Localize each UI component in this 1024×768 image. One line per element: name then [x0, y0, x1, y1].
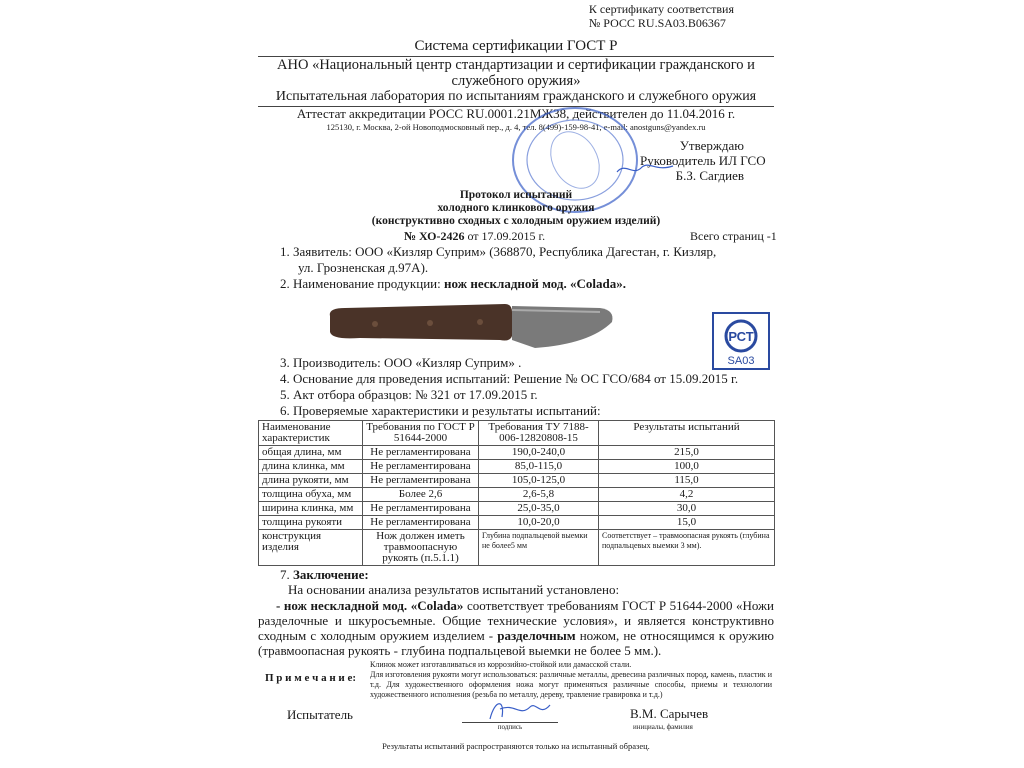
conclusion-product: - нож нескладной мод. «Colada»: [276, 598, 464, 613]
protocol-title: [258, 189, 774, 228]
conclusion-body: соответствует требованиям ГОСТ Р 51644-2000 «Ножи разделочные и шкуросъемные. Общие технические условия», и является конструктивно сходным с холодным оружием изделием -: [258, 598, 774, 643]
cell: общая длина, мм: [259, 446, 363, 460]
conclusion-title: Заключение:: [293, 567, 369, 582]
lab-name: Испытательная лаборатория по испытаниям гражданского и служебного оружия: [275, 89, 757, 104]
conclusion-intro: На основании анализа результатов испытаний установлено:: [288, 582, 620, 597]
note-line1: Клинок может изготавливаться из коррозийно-стойкой или дамасской стали.: [370, 660, 632, 669]
column-header: Наименование характеристик: [259, 421, 363, 446]
cell: Не регламентирована: [363, 460, 479, 474]
cell: Более 2,6: [363, 488, 479, 502]
cell: Нож должен иметь травмоопасную рукоять (п.5.1.1): [363, 530, 479, 566]
cell: 15,0: [599, 516, 775, 530]
cell: 2,6-5,8: [479, 488, 599, 502]
item-applicant-address: ул. Грозненская д.97А).: [298, 260, 429, 275]
cell: Не регламентирована: [363, 474, 479, 488]
cell: 100,0: [599, 460, 775, 474]
cert-system: Система сертификации ГОСТ Р: [414, 38, 618, 54]
product-label: 2. Наименование продукции:: [280, 276, 444, 291]
protocol-date: от 17.09.2015 г.: [464, 229, 546, 243]
item-characteristics: 6. Проверяемые характеристики и результаты испытаний:: [280, 403, 601, 418]
protocol-title2: холодного клинкового оружия: [437, 202, 595, 214]
conclusion-type: разделочным: [497, 628, 576, 643]
conclusion-end: ножом, не относящимся к оружию (травмоопасная рукоять - глубина подпальцевой выемки не более 5 мм.).: [258, 628, 774, 658]
approver-signature: [615, 158, 675, 180]
table-row: [259, 474, 775, 488]
approver-position: Руководитель ИЛ ГСО: [640, 153, 766, 168]
rst-logo: [712, 312, 770, 370]
conclusion-number: 7.: [280, 567, 293, 582]
note-line2: Для изготовления рукояти могут использоваться: различные металлы, древесина различных пород, камень, пластик и т.д. Для художественного оформления ножа могут применяться различные способы, приемы и технологии художественного исполнения (резьба по металлу, дереву, травление гравировка и т.д.): [370, 670, 772, 699]
protocol-title1: Протокол испытаний: [459, 189, 573, 201]
accreditation: Аттестат аккредитации РОСС RU.0001.21МЖ38, действителен до 11.04.2016 г.: [296, 106, 736, 121]
cell: Не регламентирована: [363, 446, 479, 460]
cell: Не регламентирована: [363, 502, 479, 516]
conclusion-text: [258, 598, 774, 658]
cell: 105,0-125,0: [479, 474, 599, 488]
org-line2: служебного оружия»: [451, 73, 581, 89]
protocol-number: № ХО-2426: [404, 229, 465, 243]
cell: 25,0-35,0: [479, 502, 599, 516]
cell: 85,0-115,0: [479, 460, 599, 474]
table-row: [259, 516, 775, 530]
knife-photo: [320, 296, 620, 354]
note-label: П р и м е ч а н и е:: [265, 672, 357, 684]
product-name: нож нескладной мод. «Colada».: [444, 276, 626, 291]
protocol-number-line: [404, 229, 545, 243]
cell: толщина рукояти: [259, 516, 363, 530]
address: 125130, г. Москва, 2-ой Новоподмосковный пер., д. 4, тел. 8(499)-159-98-41, e-mail: anostguns@yandex.ru: [326, 122, 706, 132]
signature-caption: подпись: [497, 723, 523, 731]
table-row: [259, 460, 775, 474]
org-line1: АНО «Национальный центр стандартизации и сертификации гражданского и: [277, 57, 755, 73]
approve-label: Утверждаю: [679, 138, 744, 153]
conclusion-heading: [280, 568, 369, 583]
cell: 10,0-20,0: [479, 516, 599, 530]
cell: ширина клинка, мм: [259, 502, 363, 516]
cell: толщина обуха, мм: [259, 488, 363, 502]
approver-name: Б.З. Сагдиев: [675, 168, 744, 183]
cell: 190,0-240,0: [479, 446, 599, 460]
protocol-title3: (конструктивно сходных с холодным оружием изделий): [371, 215, 661, 227]
tester-name: В.М. Сарычев: [630, 706, 709, 721]
name-caption: инициалы, фамилия: [633, 723, 693, 731]
cell: Соответствует – травмоопасная рукоять (глубина подпальцевых выемки 3 мм).: [599, 530, 775, 566]
item-basis: 4. Основание для проведения испытаний: Решение № ОС ГСО/684 от 15.09.2015 г.: [280, 371, 739, 386]
cell: 215,0: [599, 446, 775, 460]
tester-signature: [470, 697, 560, 723]
svg-text:SA03: SA03: [727, 355, 755, 367]
column-header: Требования по ГОСТ Р 51644-2000: [363, 421, 479, 446]
cell: 115,0: [599, 474, 775, 488]
cell: конструкция изделия: [259, 530, 363, 566]
cell: Глубина подпальцевой выемки не более5 мм: [479, 530, 599, 566]
page-count: Всего страниц -1: [690, 229, 777, 243]
item-manufacturer: 3. Производитель: ООО «Кизляр Суприм» .: [280, 355, 522, 370]
table-row: [259, 446, 775, 460]
certificate-reference: [589, 2, 734, 30]
table-row: [259, 502, 775, 516]
tester-label: Испытатель: [287, 707, 353, 722]
item-sample-act: 5. Акт отбора образцов: № 321 от 17.09.2015 г.: [280, 387, 538, 402]
cell: Не регламентирована: [363, 516, 479, 530]
cert-ref-number: № РОСС RU.SA03.B06367: [588, 16, 726, 30]
cell: 30,0: [599, 502, 775, 516]
table-row: [259, 488, 775, 502]
column-header: Требования ТУ 7188-006-12820808-15: [479, 421, 599, 446]
cell: 4,2: [599, 488, 775, 502]
cell: длина клинка, мм: [259, 460, 363, 474]
svg-text:РСТ: РСТ: [728, 329, 754, 344]
column-header: Результаты испытаний: [599, 421, 775, 446]
item-product: [280, 277, 626, 292]
results-table: [258, 420, 775, 566]
cert-ref-line1: К сертификату соответствия: [588, 2, 734, 16]
cell: длина рукояти, мм: [259, 474, 363, 488]
table-header-row: [259, 421, 775, 446]
table-row: [259, 530, 775, 566]
item-applicant: 1. Заявитель: ООО «Кизляр Суприм» (368870, Республика Дагестан, г. Кизляр,: [280, 244, 717, 259]
footer-note: Результаты испытаний распространяются только на испытанный образец.: [382, 741, 650, 751]
